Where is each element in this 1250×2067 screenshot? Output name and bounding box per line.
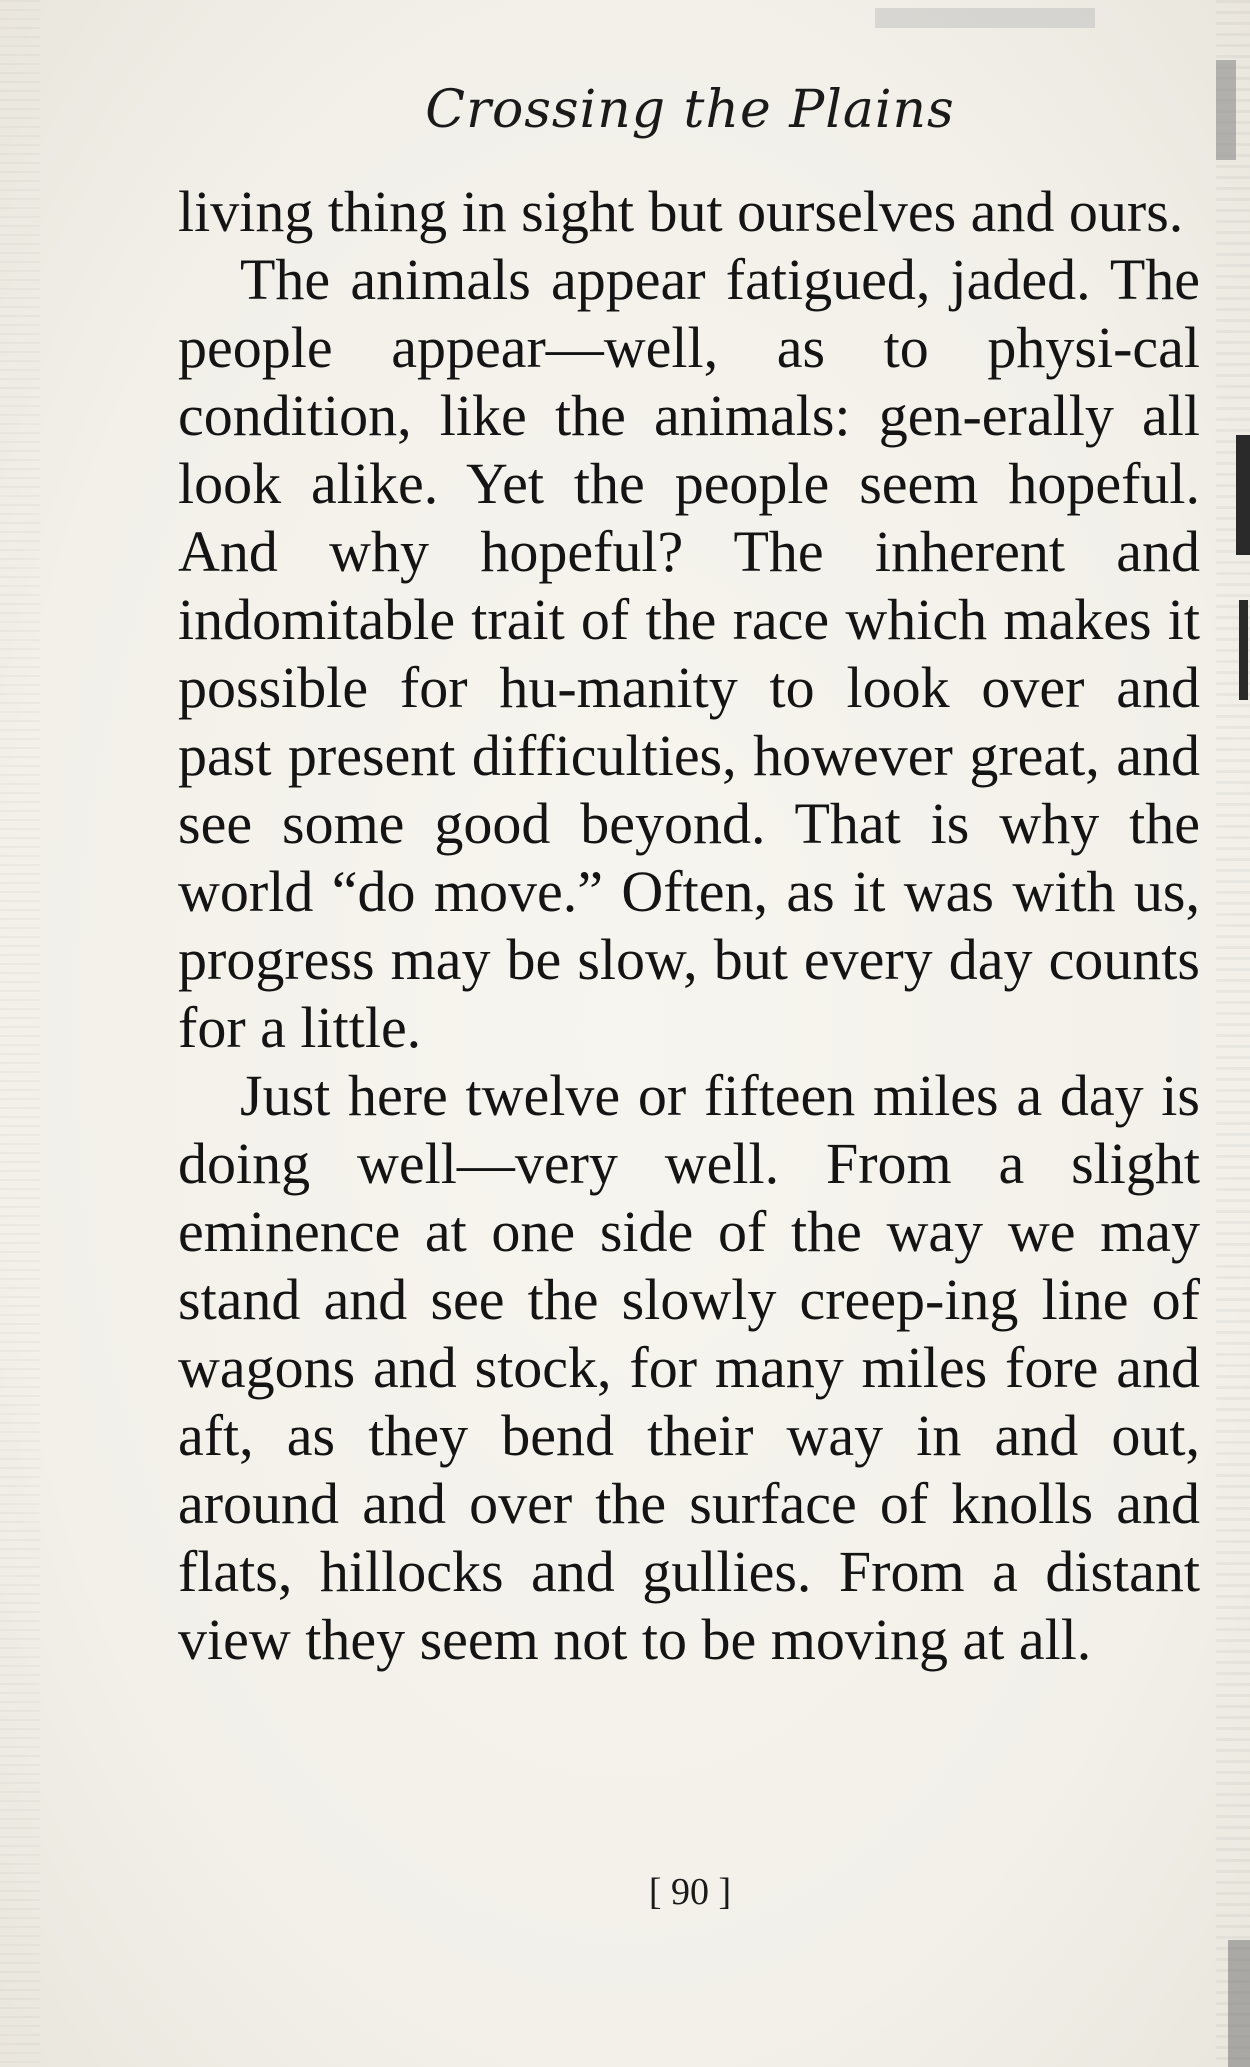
body-text — [178, 178, 1200, 1674]
page-number: [ 90 ] — [648, 1871, 732, 1913]
scan-artifact — [875, 8, 1095, 28]
scan-artifact — [1236, 435, 1250, 555]
paragraph: Just here twelve or fifteen miles a day is doing well—very well. From a slight eminence at one side of the way we may stand and see the slowly creep-ing line of wagons and stock, for many miles fore and aft, as they bend their way in and out, around and over the surface of knolls and flats, hillocks and gullies. From a distant view they seem not to be moving at all. — [178, 1063, 1200, 1672]
scan-edge-left — [0, 0, 40, 2067]
paragraph-continuation: living thing in sight but ourselves and ours. — [178, 179, 1184, 244]
scan-artifact — [1239, 600, 1248, 700]
scan-edge-right — [1216, 0, 1250, 2067]
running-head: Crossing the Plains — [425, 80, 955, 140]
scan-artifact — [1228, 1940, 1250, 2067]
paragraph: The animals appear fatigued, jaded. The people appear—well, as to physi-cal condition, like the animals: gen-erally all look alike. Yet the people seem hopeful. And why hopeful? The inherent and indomitable trait of the race which makes it possible for hu-manity to look over and past present difficulties, however great, and see some good beyond. That is why the world “do move.” Often, as it was with us, progress may be slow, but every day counts for a little. — [178, 247, 1200, 1060]
